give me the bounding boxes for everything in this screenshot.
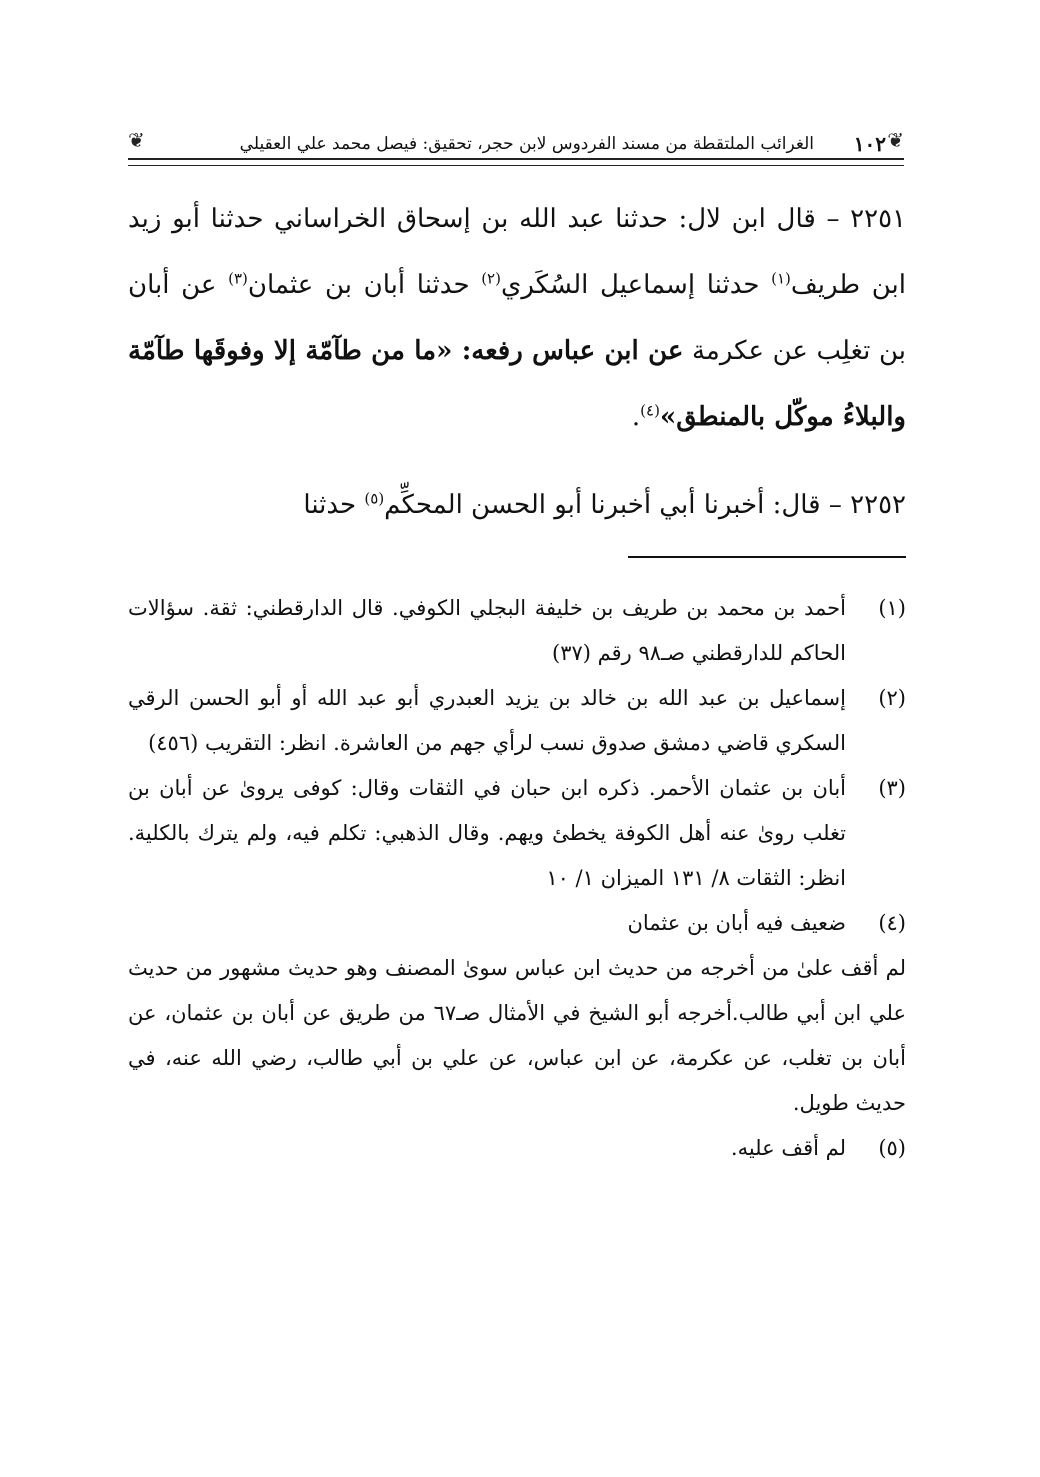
ornament-left-icon: ❦ bbox=[128, 128, 145, 152]
text-run: عن أبان بن تغلِب عن عكرمة bbox=[128, 270, 906, 366]
footnote-number: (٤) bbox=[878, 911, 906, 935]
main-text bbox=[128, 186, 906, 538]
running-title: الغرائب الملتقطة من مسند الفردوس لابن حجر، تحقيق: فيصل محمد علي العقيلي bbox=[239, 134, 814, 154]
footnote-text: أبان بن عثمان الأحمر. ذكره ابن حبان في الثقات وقال: كوفى يروىٰ عن أبان بن تغلب روىٰ عنه أهل الكوفة يخطئ ويهم. وقال الذهبي: تكلم فيه، ولم يترك بالكلية. انظر: الثقات ٨/ ١٣١ الميزان ١/ ١٠ bbox=[128, 776, 846, 890]
footnote-text: ضعيف فيه أبان بن عثمان bbox=[627, 911, 846, 935]
footnote-text: إسماعيل بن عبد الله بن خالد بن يزيد العبدري أبو عبد الله أو أبو الحسن الرقي السكري قاضي دمشق صدوق نسب لرأي جهم من العاشرة. انظر: التقريب (٤٥٦) bbox=[128, 686, 846, 755]
footnote-number: (١) bbox=[878, 596, 906, 620]
footnotes bbox=[128, 586, 906, 1171]
footnote-1 bbox=[128, 586, 906, 676]
hadith-2252 bbox=[128, 472, 906, 538]
footnote-ref-2[interactable]: (٢) bbox=[481, 269, 501, 288]
text-run: حدثنا bbox=[303, 490, 365, 520]
footnote-number: (٢) bbox=[878, 686, 906, 710]
text-run: ٢٢٥١ – قال ابن لال: حدثنا عبد الله بن إسحاق الخراساني حدثنا أبو زيد ابن طريف bbox=[128, 204, 906, 300]
text-run: . bbox=[631, 402, 641, 432]
text-run: ٢٢٥٢ – قال: أخبرنا أبي أخبرنا أبو الحسن المحكِّم bbox=[384, 490, 906, 520]
footnote-ref-4[interactable]: (٤) bbox=[640, 401, 660, 420]
ornament-right-icon: ❦ bbox=[887, 128, 904, 152]
footnote-separator bbox=[628, 556, 906, 558]
footnote-text: أحمد بن محمد بن طريف بن خليفة البجلي الكوفي. قال الدارقطني: ثقة. سؤالات الحاكم للدارقطني صـ٩٨ رقم (٣٧) bbox=[128, 596, 846, 665]
footnote-text: لم أقف عليه. bbox=[730, 1136, 846, 1160]
text-run: حدثنا أبان بن عثمان bbox=[247, 270, 482, 300]
footnote-4-continuation: لم أقف علىٰ من أخرجه من حديث ابن عباس سوىٰ المصنف وهو حديث مشهور من حديث علي ابن أبي طالب.أخرجه أبو الشيخ في الأمثال صـ٦٧ من طريق عن أبان بن عثمان، عن أبان بن تغلب، عن عكرمة، عن ابن عباس، عن علي بن أبي طالب، رضي الله عنه، في حديث طويل. bbox=[128, 956, 907, 1115]
footnote-number: (٥) bbox=[878, 1136, 906, 1160]
footnote-ref-3[interactable]: (٣) bbox=[228, 269, 248, 288]
hadith-2251 bbox=[128, 186, 906, 450]
text-run: حدثنا إسماعيل السُكَري bbox=[500, 270, 772, 300]
header-rule bbox=[128, 158, 904, 166]
hadith-matn: عن ابن عباس رفعه: «ما من طآمّة إلا وفوقَها طآمّة والبلاءُ موكّل بالمنطق» bbox=[128, 336, 906, 432]
footnote-4 bbox=[128, 901, 906, 946]
footnote-ref-1[interactable]: (١) bbox=[771, 269, 791, 288]
footnote-3 bbox=[128, 766, 906, 901]
running-header bbox=[128, 124, 904, 164]
footnote-2 bbox=[128, 676, 906, 766]
footnote-ref-5[interactable]: (٥) bbox=[364, 489, 385, 508]
footnote-number: (٣) bbox=[878, 776, 906, 800]
footnote-5 bbox=[128, 1126, 906, 1171]
page-number: ١٠٢ bbox=[853, 132, 886, 156]
